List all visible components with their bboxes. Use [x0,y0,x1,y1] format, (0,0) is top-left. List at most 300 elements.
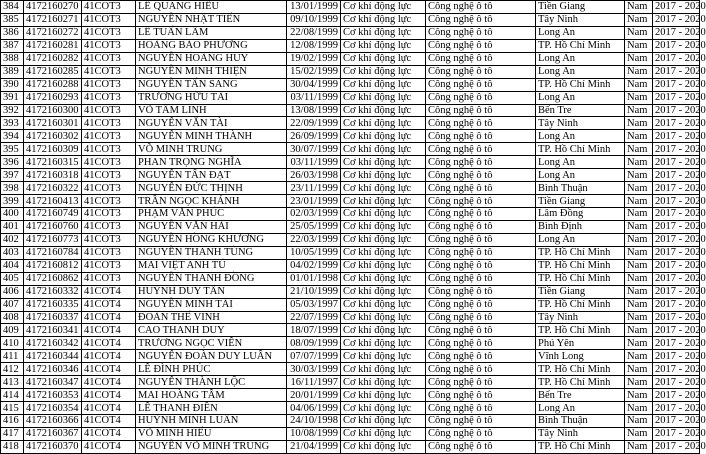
major-cell: Công nghệ ô tô [426,143,536,156]
student-id-cell: 4172160367 [24,427,82,440]
major-cell: Công nghệ ô tô [426,117,536,130]
faculty-cell: Cơ khí động lực [341,91,426,104]
class-code-cell: 41COT3 [82,78,136,91]
row-number-cell: 396 [1,156,24,169]
faculty-cell: Cơ khí động lực [341,130,426,143]
student-id-cell: 4172160281 [24,39,82,52]
faculty-cell: Cơ khí động lực [341,324,426,337]
faculty-cell: Cơ khí động lực [341,13,426,26]
table-row [1,220,700,233]
birth-date-cell: 04/02/1999 [287,259,341,272]
birth-date-cell: 12/08/1999 [287,39,341,52]
table-row [1,324,700,337]
cohort-cell: 2017 - 2020 [653,117,700,130]
row-number-cell: 388 [1,52,24,65]
major-cell: Công nghệ ô tô [426,376,536,389]
birth-date-cell: 18/07/1999 [287,324,341,337]
faculty-cell: Cơ khí động lực [341,440,426,453]
hometown-cell: TP. Hồ Chí Minh [536,143,625,156]
faculty-cell: Cơ khí động lực [341,402,426,415]
major-cell: Công nghệ ô tô [426,182,536,195]
student-name-cell: NGUYỄN HỒNG KHƯƠNG [136,233,287,246]
birth-date-cell: 04/06/1999 [287,402,341,415]
faculty-cell: Cơ khí động lực [341,427,426,440]
row-number-cell: 400 [1,208,24,221]
cohort-cell: 2017 - 2020 [653,208,700,221]
student-id-cell: 4172160293 [24,91,82,104]
table-row [1,350,700,363]
cohort-cell: 2017 - 2020 [653,363,700,376]
gender-cell: Nam [625,220,653,233]
hometown-cell: Long An [536,156,625,169]
class-code-cell: 41COT4 [82,440,136,453]
gender-cell: Nam [625,376,653,389]
class-code-cell: 41COT3 [82,259,136,272]
gender-cell: Nam [625,324,653,337]
gender-cell: Nam [625,285,653,298]
major-cell: Công nghệ ô tô [426,208,536,221]
student-name-cell: NGUYỄN TẤN ĐẠT [136,169,287,182]
hometown-cell: TP. Hồ Chí Minh [536,78,625,91]
major-cell: Công nghệ ô tô [426,427,536,440]
birth-date-cell: 23/01/1999 [287,195,341,208]
student-name-cell: HOÀNG BẢO PHƯƠNG [136,39,287,52]
gender-cell: Nam [625,52,653,65]
row-number-cell: 390 [1,78,24,91]
student-name-cell: NGUYỄN MINH THIỆN [136,65,287,78]
table-row [1,169,700,182]
birth-date-cell: 22/08/1999 [287,26,341,39]
table-row [1,78,700,91]
table-row [1,104,700,117]
class-code-cell: 41COT4 [82,298,136,311]
birth-date-cell: 25/05/1999 [287,220,341,233]
class-code-cell: 41COT3 [82,130,136,143]
faculty-cell: Cơ khí động lực [341,156,426,169]
row-number-cell: 408 [1,311,24,324]
major-cell: Công nghệ ô tô [426,195,536,208]
hometown-cell: Vĩnh Long [536,350,625,363]
table-row [1,259,700,272]
class-code-cell: 41COT3 [82,246,136,259]
row-number-cell: 418 [1,440,24,453]
student-id-cell: 4172160773 [24,233,82,246]
student-name-cell: NGUYỄN VÕ MINH TRUNG [136,440,287,453]
table-row [1,298,700,311]
cohort-cell: 2017 - 2020 [653,91,700,104]
row-number-cell: 389 [1,65,24,78]
hometown-cell: TP. Hồ Chí Minh [536,363,625,376]
class-code-cell: 41COT4 [82,363,136,376]
major-cell: Công nghệ ô tô [426,52,536,65]
table-row [1,376,700,389]
cohort-cell: 2017 - 2020 [653,104,700,117]
gender-cell: Nam [625,65,653,78]
table-row [1,130,700,143]
gender-cell: Nam [625,363,653,376]
faculty-cell: Cơ khí động lực [341,220,426,233]
birth-date-cell: 22/03/1999 [287,233,341,246]
student-id-cell: 4172160282 [24,52,82,65]
student-id-cell: 4172160337 [24,311,82,324]
major-cell: Công nghệ ô tô [426,285,536,298]
table-row [1,156,700,169]
birth-date-cell: 10/08/1999 [287,427,341,440]
student-name-cell: TRƯƠNG NGỌC VIÊN [136,337,287,350]
major-cell: Công nghệ ô tô [426,13,536,26]
faculty-cell: Cơ khí động lực [341,415,426,428]
student-name-cell: MAI HOÀNG TÂM [136,389,287,402]
class-code-cell: 41COT3 [82,143,136,156]
table-row [1,65,700,78]
cohort-cell: 2017 - 2020 [653,195,700,208]
table-row [1,440,700,453]
table-row [1,415,700,428]
cohort-cell: 2017 - 2020 [653,169,700,182]
birth-date-cell: 21/10/1999 [287,285,341,298]
student-id-cell: 4172160749 [24,208,82,221]
cohort-cell: 2017 - 2020 [653,39,700,52]
cohort-cell: 2017 - 2020 [653,285,700,298]
student-id-cell: 4172160784 [24,246,82,259]
major-cell: Công nghệ ô tô [426,272,536,285]
student-id-cell: 4172160302 [24,130,82,143]
gender-cell: Nam [625,208,653,221]
table-row [1,39,700,52]
student-name-cell: ĐOÀN THẾ VINH [136,311,287,324]
class-code-cell: 41COT3 [82,104,136,117]
faculty-cell: Cơ khí động lực [341,259,426,272]
hometown-cell: TP. Hồ Chí Minh [536,298,625,311]
gender-cell: Nam [625,26,653,39]
student-id-cell: 4172160270 [24,1,82,14]
gender-cell: Nam [625,1,653,14]
student-id-cell: 4172160370 [24,440,82,453]
gender-cell: Nam [625,156,653,169]
hometown-cell: Tiền Giang [536,1,625,14]
birth-date-cell: 13/01/1999 [287,1,341,14]
row-number-cell: 412 [1,363,24,376]
class-code-cell: 41COT3 [82,26,136,39]
major-cell: Công nghệ ô tô [426,104,536,117]
class-code-cell: 41COT3 [82,65,136,78]
row-number-cell: 398 [1,182,24,195]
table-row [1,195,700,208]
gender-cell: Nam [625,13,653,26]
student-id-cell: 4172160342 [24,337,82,350]
major-cell: Công nghệ ô tô [426,1,536,14]
birth-date-cell: 24/10/1998 [287,415,341,428]
class-code-cell: 41COT3 [82,117,136,130]
row-number-cell: 385 [1,13,24,26]
student-name-cell: NGUYỄN TẤN SANG [136,78,287,91]
gender-cell: Nam [625,259,653,272]
faculty-cell: Cơ khí động lực [341,376,426,389]
class-code-cell: 41COT3 [82,169,136,182]
birth-date-cell: 30/04/1999 [287,78,341,91]
roster-body [1,1,706,454]
gender-cell: Nam [625,415,653,428]
major-cell: Công nghệ ô tô [426,337,536,350]
major-cell: Công nghệ ô tô [426,220,536,233]
hometown-cell: TP. Hồ Chí Minh [536,259,625,272]
cohort-cell: 2017 - 2020 [653,156,700,169]
gender-cell: Nam [625,143,653,156]
class-code-cell: 41COT4 [82,389,136,402]
gender-cell: Nam [625,337,653,350]
major-cell: Công nghệ ô tô [426,402,536,415]
cohort-cell: 2017 - 2020 [653,324,700,337]
gender-cell: Nam [625,427,653,440]
faculty-cell: Cơ khí động lực [341,182,426,195]
faculty-cell: Cơ khí động lực [341,52,426,65]
row-number-cell: 387 [1,39,24,52]
row-number-cell: 411 [1,350,24,363]
faculty-cell: Cơ khí động lực [341,39,426,52]
table-row [1,52,700,65]
table-row [1,285,700,298]
student-name-cell: LÊ QUANG HIẾU [136,1,287,14]
gender-cell: Nam [625,169,653,182]
student-name-cell: TRƯƠNG HỮU TÀI [136,91,287,104]
major-cell: Công nghệ ô tô [426,389,536,402]
cohort-cell: 2017 - 2020 [653,130,700,143]
cohort-cell: 2017 - 2020 [653,13,700,26]
row-number-cell: 416 [1,415,24,428]
student-name-cell: NGUYỄN THANH TÙNG [136,246,287,259]
student-id-cell: 4172160309 [24,143,82,156]
major-cell: Công nghệ ô tô [426,298,536,311]
birth-date-cell: 26/03/1998 [287,169,341,182]
cohort-cell: 2017 - 2020 [653,427,700,440]
class-code-cell: 41COT4 [82,415,136,428]
hometown-cell: Long An [536,91,625,104]
hometown-cell: Phú Yên [536,337,625,350]
gender-cell: Nam [625,91,653,104]
table-row [1,1,700,14]
faculty-cell: Cơ khí động lực [341,1,426,14]
table-row [1,272,700,285]
student-name-cell: TRẦN NGỌC KHÁNH [136,195,287,208]
student-id-cell: 4172160346 [24,363,82,376]
faculty-cell: Cơ khí động lực [341,350,426,363]
hometown-cell: Long An [536,169,625,182]
hometown-cell: Bến Tre [536,389,625,402]
student-id-cell: 4172160347 [24,376,82,389]
student-name-cell: MAI VIỆT ANH TÚ [136,259,287,272]
student-id-cell: 4172160301 [24,117,82,130]
row-number-cell: 413 [1,376,24,389]
class-code-cell: 41COT3 [82,272,136,285]
row-number-cell: 399 [1,195,24,208]
faculty-cell: Cơ khí động lực [341,169,426,182]
hometown-cell: Bình Định [536,220,625,233]
faculty-cell: Cơ khí động lực [341,337,426,350]
row-number-cell: 414 [1,389,24,402]
cohort-cell: 2017 - 2020 [653,376,700,389]
student-id-cell: 4172160353 [24,389,82,402]
cohort-cell: 2017 - 2020 [653,52,700,65]
student-name-cell: LÊ TUẤN LÂM [136,26,287,39]
table-row [1,402,700,415]
table-row [1,208,700,221]
class-code-cell: 41COT3 [82,39,136,52]
hometown-cell: Long An [536,52,625,65]
birth-date-cell: 10/05/1999 [287,246,341,259]
class-code-cell: 41COT3 [82,91,136,104]
hometown-cell: Tiền Giang [536,195,625,208]
cohort-cell: 2017 - 2020 [653,402,700,415]
student-name-cell: NGUYỄN ĐỨC THỊNH [136,182,287,195]
major-cell: Công nghệ ô tô [426,440,536,453]
major-cell: Công nghệ ô tô [426,311,536,324]
faculty-cell: Cơ khí động lực [341,285,426,298]
gender-cell: Nam [625,272,653,285]
birth-date-cell: 22/07/1999 [287,311,341,324]
faculty-cell: Cơ khí động lực [341,298,426,311]
table-row [1,363,700,376]
row-number-cell: 384 [1,1,24,14]
table-row [1,389,700,402]
class-code-cell: 41COT4 [82,324,136,337]
hometown-cell: Bình Thuận [536,182,625,195]
class-code-cell: 41COT4 [82,427,136,440]
birth-date-cell: 26/09/1999 [287,130,341,143]
student-name-cell: VÕ TÂM LINH [136,104,287,117]
class-code-cell: 41COT3 [82,233,136,246]
row-number-cell: 392 [1,104,24,117]
student-id-cell: 4172160315 [24,156,82,169]
student-name-cell: NGUYỄN ĐOÀN DUY LUÂN [136,350,287,363]
student-name-cell: NGUYỄN THÀNH LỘC [136,376,287,389]
birth-date-cell: 20/01/1999 [287,389,341,402]
class-code-cell: 41COT3 [82,208,136,221]
hometown-cell: Bình Thuận [536,415,625,428]
cohort-cell: 2017 - 2020 [653,143,700,156]
hometown-cell: TP. Hồ Chí Minh [536,272,625,285]
birth-date-cell: 05/03/1997 [287,298,341,311]
hometown-cell: Tây Ninh [536,117,625,130]
major-cell: Công nghệ ô tô [426,39,536,52]
student-id-cell: 4172160812 [24,259,82,272]
gender-cell: Nam [625,78,653,91]
gender-cell: Nam [625,298,653,311]
cohort-cell: 2017 - 2020 [653,337,700,350]
row-number-cell: 401 [1,220,24,233]
row-number-cell: 405 [1,272,24,285]
row-number-cell: 394 [1,130,24,143]
gender-cell: Nam [625,182,653,195]
major-cell: Công nghệ ô tô [426,350,536,363]
student-id-cell: 4172160271 [24,13,82,26]
student-id-cell: 4172160413 [24,195,82,208]
birth-date-cell: 19/02/1999 [287,52,341,65]
gender-cell: Nam [625,130,653,143]
table-row [1,246,700,259]
major-cell: Công nghệ ô tô [426,415,536,428]
cohort-cell: 2017 - 2020 [653,389,700,402]
class-code-cell: 41COT4 [82,337,136,350]
class-code-cell: 41COT4 [82,376,136,389]
major-cell: Công nghệ ô tô [426,78,536,91]
cohort-cell: 2017 - 2020 [653,272,700,285]
faculty-cell: Cơ khí động lực [341,65,426,78]
row-number-cell: 386 [1,26,24,39]
class-code-cell: 41COT4 [82,285,136,298]
class-code-cell: 41COT3 [82,1,136,14]
gender-cell: Nam [625,117,653,130]
faculty-cell: Cơ khí động lực [341,195,426,208]
student-id-cell: 4172160354 [24,402,82,415]
table-row [1,337,700,350]
gender-cell: Nam [625,311,653,324]
hometown-cell: TP. Hồ Chí Minh [536,246,625,259]
class-code-cell: 41COT3 [82,195,136,208]
student-name-cell: NGUYỄN HOÀNG HUY [136,52,287,65]
row-number-cell: 395 [1,143,24,156]
cohort-cell: 2017 - 2020 [653,182,700,195]
hometown-cell: Tiền Giang [536,285,625,298]
cohort-cell: 2017 - 2020 [653,259,700,272]
student-id-cell: 4172160344 [24,350,82,363]
class-code-cell: 41COT3 [82,182,136,195]
cohort-cell: 2017 - 2020 [653,233,700,246]
gender-cell: Nam [625,402,653,415]
table-row [1,143,700,156]
table-row [1,117,700,130]
student-name-cell: NGUYỄN THANH ĐỒNG [136,272,287,285]
major-cell: Công nghệ ô tô [426,156,536,169]
major-cell: Công nghệ ô tô [426,246,536,259]
birth-date-cell: 07/07/1999 [287,350,341,363]
cohort-cell: 2017 - 2020 [653,440,700,453]
student-id-cell: 4172160318 [24,169,82,182]
gender-cell: Nam [625,233,653,246]
hometown-cell: Tây Ninh [536,13,625,26]
class-code-cell: 41COT4 [82,402,136,415]
table-row [1,233,700,246]
hometown-cell: TP. Hồ Chí Minh [536,39,625,52]
hometown-cell: Long An [536,233,625,246]
birth-date-cell: 08/09/1999 [287,337,341,350]
student-name-cell: VÕ MINH TRUNG [136,143,287,156]
table-row [1,26,700,39]
row-number-cell: 410 [1,337,24,350]
student-name-cell: PHAN TRỌNG NGHĨA [136,156,287,169]
major-cell: Công nghệ ô tô [426,324,536,337]
student-name-cell: HUỲNH DUY TÂN [136,285,287,298]
row-number-cell: 415 [1,402,24,415]
student-name-cell: NGUYỄN MINH TÀI [136,298,287,311]
student-id-cell: 4172160300 [24,104,82,117]
faculty-cell: Cơ khí động lực [341,117,426,130]
table-row [1,427,700,440]
hometown-cell: Long An [536,26,625,39]
cohort-cell: 2017 - 2020 [653,350,700,363]
major-cell: Công nghệ ô tô [426,169,536,182]
birth-date-cell: 30/03/1999 [287,363,341,376]
row-number-cell: 417 [1,427,24,440]
gender-cell: Nam [625,246,653,259]
gender-cell: Nam [625,350,653,363]
birth-date-cell: 16/11/1997 [287,376,341,389]
major-cell: Công nghệ ô tô [426,130,536,143]
gender-cell: Nam [625,440,653,453]
table-row [1,13,700,26]
student-id-cell: 4172160272 [24,26,82,39]
hometown-cell: TP. Hồ Chí Minh [536,376,625,389]
student-name-cell: LÊ ĐÌNH PHÚC [136,363,287,376]
